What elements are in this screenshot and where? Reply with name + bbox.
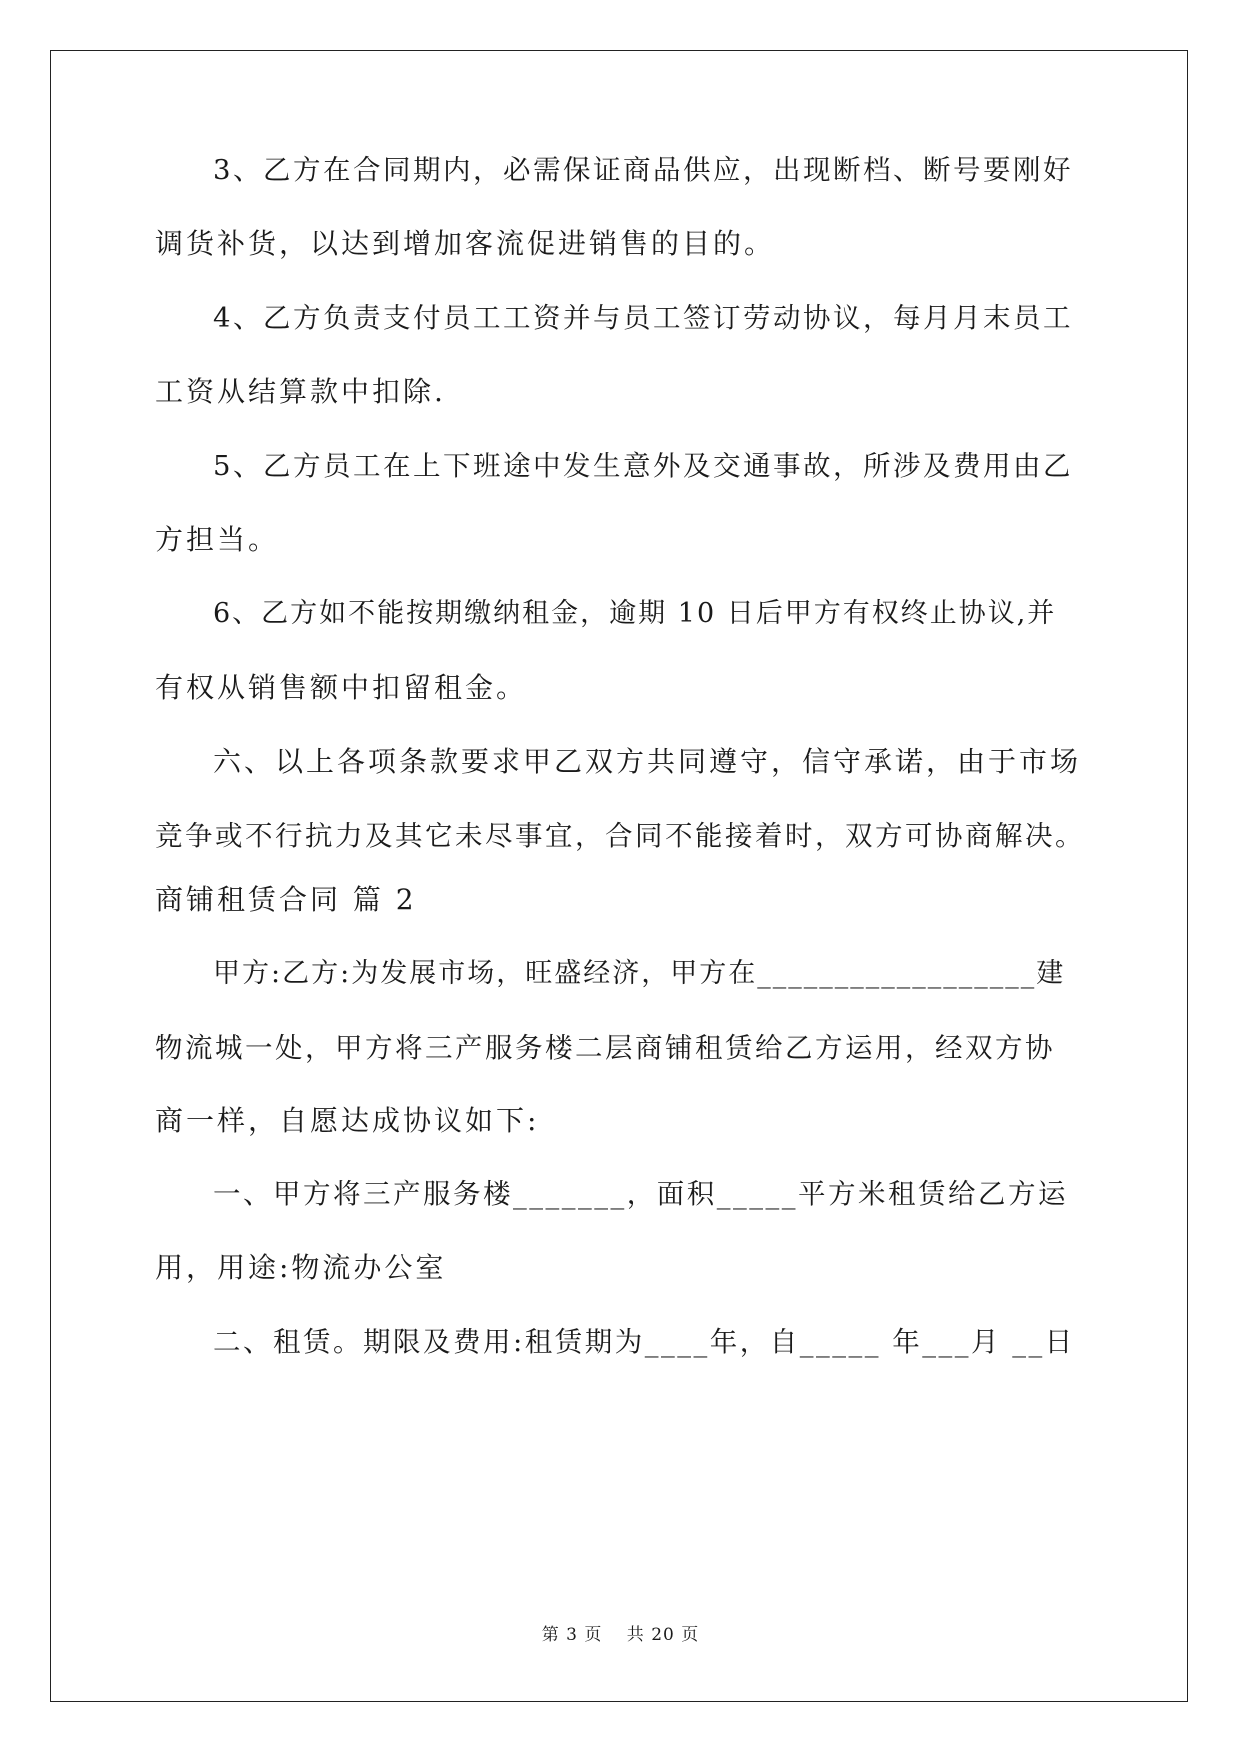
- page-border: [50, 50, 1188, 1702]
- paragraph-line: 二、租赁。期限及费用:租赁期为____年，自_____ 年___月 __日: [213, 1326, 1075, 1358]
- paragraph-line: 方担当。: [155, 523, 280, 556]
- paragraph-line: 六、以上各项条款要求甲乙双方共同遵守，信守承诺，由于市场: [213, 745, 1082, 778]
- paragraph-line: 有权从销售额中扣留租金。: [155, 671, 528, 704]
- paragraph-line: 3、乙方在合同期内，必需保证商品供应，出现断档、断号要刚好: [213, 154, 1073, 186]
- paragraph-line: 竞争或不行抗力及其它未尽事宜，合同不能接着时，双方可协商解决。: [155, 820, 1085, 852]
- paragraph-line: 物流城一处，甲方将三产服务楼二层商铺租赁给乙方运用，经双方协: [155, 1032, 1055, 1064]
- paragraph-line: 工资从结算款中扣除.: [155, 375, 446, 408]
- paragraph-line: 用，用途:物流办公室: [155, 1251, 447, 1284]
- section-heading: 商铺租赁合同 篇 2: [155, 883, 417, 916]
- page-number-footer: 第 3 页 共 20 页: [541, 1625, 700, 1645]
- paragraph-line: 甲方:乙方:为发展市场，旺盛经济，甲方在__________________建: [213, 958, 1066, 989]
- paragraph-line: 4、乙方负责支付员工工资并与员工签订劳动协议，每月月末员工: [213, 302, 1073, 334]
- paragraph-line: 5、乙方员工在上下班途中发生意外及交通事故，所涉及费用由乙: [213, 450, 1073, 482]
- paragraph-line: 一、甲方将三产服务楼_______，面积_____平方米租赁给乙方运: [213, 1178, 1068, 1210]
- paragraph-line: 6、乙方如不能按期缴纳租金，逾期 10 日后甲方有权终止协议,并: [213, 598, 1057, 629]
- paragraph-line: 商一样，自愿达成协议如下:: [155, 1104, 540, 1137]
- paragraph-line: 调货补货，以达到增加客流促进销售的目的。: [155, 227, 776, 260]
